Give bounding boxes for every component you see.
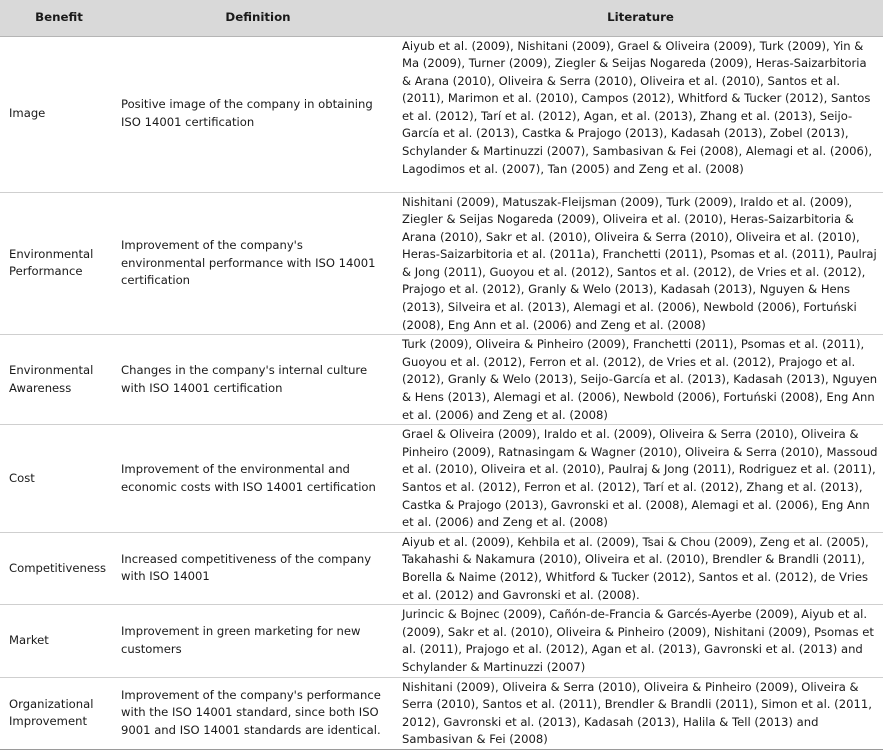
table-row-environmental-performance [0, 192, 883, 335]
definition-cell: Improvement of the environmental and economic costs with ISO 14001 certification [121, 461, 376, 494]
benefit-cell: Market [9, 633, 49, 648]
benefit-cell: Cost [9, 470, 35, 485]
literature-cell: Nishitani (2009), Oliveira & Serra (2010), Oliveira & Pinheiro (2009), Oliveira & Serra (2010), Santos et al. (2011), Brendler & Brandli (2011), Simon et al. (2011, 2012), Gavronski et al. (2013), Kadasah (2013), Halila & Tell (2013) and Sambasivan & Fei (2008) [402, 679, 872, 747]
literature-cell: Aiyub et al. (2009), Kehbila et al. (2009), Tsai & Chou (2009), Zeng et al. (2005), Takahashi & Nakamura (2010), Oliveira et al. (2010), Brendler & Brandli (2011), Borella & Naime (2012), Whitford & Tucker (2012), Santos et al. (2012), de Vries et al. (2012) and Gavronski et al. (2008). [402, 534, 869, 602]
table-row-market [0, 605, 883, 677]
table-row-environmental-awareness [0, 335, 883, 425]
literature-cell: Jurincic & Bojnec (2009), Cañón-de-Francia & Garcés-Ayerbe (2009), Aiyub et al. (2009), Sakr et al. (2010), Oliveira & Pinheiro (2009), Nishitani (2009), Psomas et al. (2011), Prajogo et al. (2012), Agan et al. (2013), Gavronski et al. (2013) and Schylander & Martinuzzi (2007) [402, 607, 874, 674]
benefit-cell: Environmental Performance [9, 246, 94, 279]
table-header-row [0, 0, 883, 36]
table-row-image [0, 36, 883, 192]
literature-cell: Turk (2009), Oliveira & Pinheiro (2009), Franchetti (2011), Psomas et al. (2011), Guoyou et al. (2012), Ferron et al. (2012), de Vries et al. (2012), Prajogo et al. (2012), Granly & Welo (2013), Seijo-García et al. (2013), Kadasah (2013), Nguyen & Hens (2013), Alemagi et al. (2006), Newbold (2006), Fortuński (2008), Eng Ann et al. (2006) and Zeng et al. (2008) [402, 337, 878, 422]
definition-cell: Changes in the company's internal culture with ISO 14001 certification [121, 363, 368, 395]
table-row-competitiveness [0, 532, 883, 604]
definition-cell: Improvement in green marketing for new customers [121, 624, 361, 656]
benefit-cell: Competitiveness [9, 560, 107, 575]
benefit-cell: Environmental Awareness [9, 363, 94, 395]
benefit-cell: Organizational Improvement [9, 696, 94, 729]
definition-cell: Improvement of the company's performance with the ISO 14001 standard, since both ISO 9001 and ISO 14001 standards are identical. [121, 687, 381, 738]
literature-cell: Aiyub et al. (2009), Nishitani (2009), Grael & Oliveira (2009), Turk (2009), Yin & Ma (2009), Turner (2009), Ziegler & Seijas Nogareda (2009), Heras-Saizarbitoria & Arana (2010), Oliveira & Serra (2010), Oliveira et al. (2010), Santos et al. (2011), Marimon et al. (2010), Campos (2012), Whitford & Tucker (2012), Santos et al. (2012), Tarí et al. (2012), Agan, et al. (2013), Zhang et al. (2013), Seijo-García et al. (2013), Castka & Prajogo (2013), Kadasah (2013), Zobel (2013), Schylander & Martinuzzi (2007), Sambasivan & Fei (2008), Alemagi et al. (2006), Lagodimos et al. (2007), Tan (2005) and Zeng et al. (2008) [402, 38, 873, 176]
header-literature: Literature [398, 0, 883, 36]
definition-cell: Increased competitiveness of the company with ISO 14001 [121, 551, 372, 584]
benefit-cell: Image [9, 106, 46, 121]
definition-cell: Positive image of the company in obtaining ISO 14001 certification [121, 97, 373, 129]
literature-cell: Nishitani (2009), Matuszak-Fleijsman (2009), Turk (2009), Iraldo et al. (2009), Ziegler & Seijas Nogareda (2009), Oliveira et al. (2010), Heras-Saizarbitoria & Arana (2010), Sakr et al. (2010), Oliveira & Serra (2010), Oliveira et al. (2010), Heras-Saizarbitoria et al. (2011a), Franchetti (2011), Psomas et al. (2011), Paulraj & Jong (2011), Guoyou et al. (2012), Santos et al. (2012), de Vries et al. (2012), Prajogo et al. (2012), Granly & Welo (2013), Kadasah (2013), Nguyen & Hens (2013), Silveira et al. (2013), Alemagi et al. (2006), Newbold (2006), Fortuński (2008), Eng Ann et al. (2006) and Zeng et al. (2008) [402, 194, 877, 332]
definition-cell: Improvement of the company's environmental performance with ISO 14001 certification [121, 237, 376, 288]
header-definition: Definition [118, 0, 398, 36]
header-benefit: Benefit [0, 0, 118, 36]
literature-cell: Grael & Oliveira (2009), Iraldo et al. (2009), Oliveira & Serra (2010), Oliveira & Pinheiro (2009), Ratnasingam & Wagner (2010), Oliveira & Serra (2010), Massoud et al. (2010), Oliveira et al. (2010), Paulraj & Jong (2011), Rodriguez et al. (2011), Santos et al. (2012), Ferron et al. (2012), Tarí et al. (2012), Zhang et al. (2013), Castka & Prajogo (2013), Gavronski et al. (2008), Alemagi et al. (2006), Eng Ann et al. (2006) and Zeng et al. (2008) [402, 427, 878, 530]
table-row-cost [0, 425, 883, 533]
